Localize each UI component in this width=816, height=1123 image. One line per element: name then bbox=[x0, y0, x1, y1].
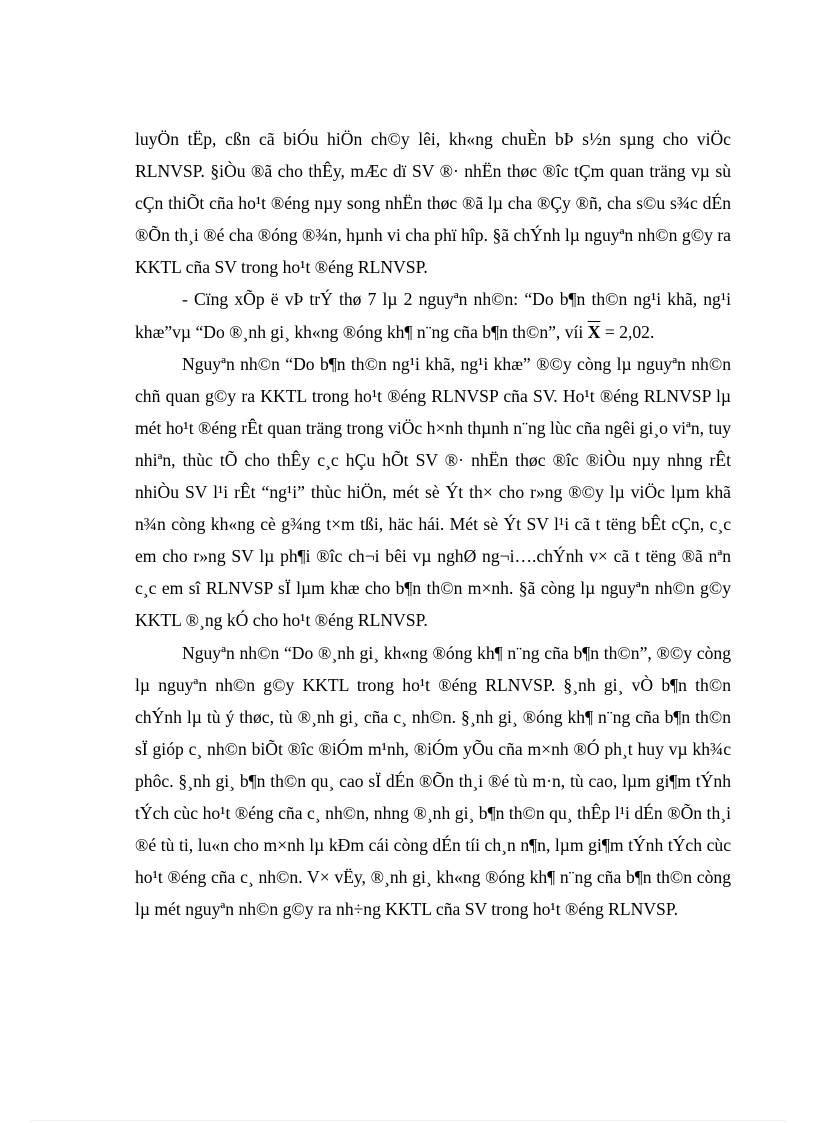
paragraph-1: luyÖn tËp, cßn cã biÓu hiÖn ch©y lêi, kh«ng chuÈn bÞ s½n sµng cho viÖc RLNVSP. §iÒu ®ã cho thÊy, mÆc dï SV ®· nhËn thøc ®îc tÇm quan träng vµ sù cÇn thiÕt cña ho¹t ®éng nµy song nhËn thøc ®ã lµ cha ®Çy ®ñ, cha s©u s¾c dÉn ®Õn th¸i ®é cha ®óng ®¾n, hµnh vi cha phï hîp. §ã chÝnh lµ nguyªn nh©n g©y ra KKTL cña SV trong ho¹t ®éng RLNVSP. bbox=[135, 129, 731, 278]
paragraph-2 bbox=[135, 283, 731, 347]
paragraph-4: Nguyªn nh©n “Do ®¸nh gi¸ kh«ng ®óng kh¶ n¨ng cña b¶n th©n”, ®©y còng lµ nguyªn nh©n g©y KKTL trong ho¹t ®éng RLNVSP. §¸nh gi¸ vÒ b¶n th©n chÝnh lµ tù ý thøc, tù ®¸nh gi¸ cña c¸ nh©n. §¸nh gi¸ ®óng kh¶ n¨ng cña b¶n th©n sÏ gióp c¸ nh©n biÕt ®îc ®iÓm m¹nh, ®iÓm yÕu cña m×nh ®Ó ph¸t huy vµ kh¾c phôc. §¸nh gi¸ b¶n th©n qu¸ cao sÏ dÉn ®Õn th¸i ®é tù m·n, tù cao, lµm gi¶m tÝnh tÝch cùc ho¹t ®éng cña c¸ nh©n, nhng ®¸nh gi¸ b¶n th©n qu¸ thÊp l¹i dÉn ®Õn th¸i ®é tù ti, lu«n cho m×nh lµ kÐm cái còng dÉn tíi ch¸n n¶n, lµm gi¶m tÝnh tÝch cùc ho¹t ®éng cña c¸ nh©n. V× vËy, ®¸nh gi¸ kh«ng ®óng kh¶ n¨ng cña b¶n th©n còng lµ mét nguyªn nh©n g©y ra nh÷ng KKTL cña SV trong ho¹t ®éng RLNVSP. bbox=[135, 642, 731, 920]
mean-symbol: $\overline{X}$ bbox=[587, 321, 601, 342]
equals-sign: = bbox=[604, 321, 615, 342]
paragraph-2-text: - Cïng xÕp ë vÞ trÝ thø 7 lµ 2 nguyªn nh©n: “Do b¶n th©n ng¹i khã, ng¹i khæ”vµ “Do ®¸nh gi¸ kh«ng ®óng kh¶ n¨ng cña b¶n th©n”, víi bbox=[135, 289, 731, 342]
body-text bbox=[135, 123, 731, 925]
page-bottom-divider bbox=[30, 1120, 786, 1121]
mean-value: 2,02. bbox=[619, 321, 655, 342]
paragraph-3: Nguyªn nh©n “Do b¶n th©n ng¹i khã, ng¹i khæ” ®©y còng lµ nguyªn nh©n chñ quan g©y ra KKTL trong ho¹t ®éng RLNVSP cña SV. Ho¹t ®éng RLNVSP lµ mét ho¹t ®éng rÊt quan träng trong viÖc h×nh thµnh n¨ng lùc cña ngêi gi¸o viªn, tuy nhiªn, thùc tÕ cho thÊy c¸c hÇu hÕt SV ®· nhËn thøc ®îc ®iÒu nµy nhng rÊt nhiÒu SV l¹i rÊt “ng¹i” thùc hiÖn, mét sè Ýt th× cho r»ng ®©y lµ viÖc lµm khã n¾n còng kh«ng cè g¾ng t×m tßi, häc hái. Mét sè Ýt SV l¹i cã t tëng bÊt cÇn, c¸c em cho r»ng SV lµ ph¶i ®îc ch¬i bêi vµ nghØ ng¬i….chÝnh v× cã t tëng ®ã nªn c¸c em sî RLNVSP sÏ lµm khæ cho b¶n th©n m×nh. §ã còng lµ nguyªn nh©n g©y KKTL ®¸ng kÓ cho ho¹t ®éng RLNVSP. bbox=[135, 353, 731, 631]
